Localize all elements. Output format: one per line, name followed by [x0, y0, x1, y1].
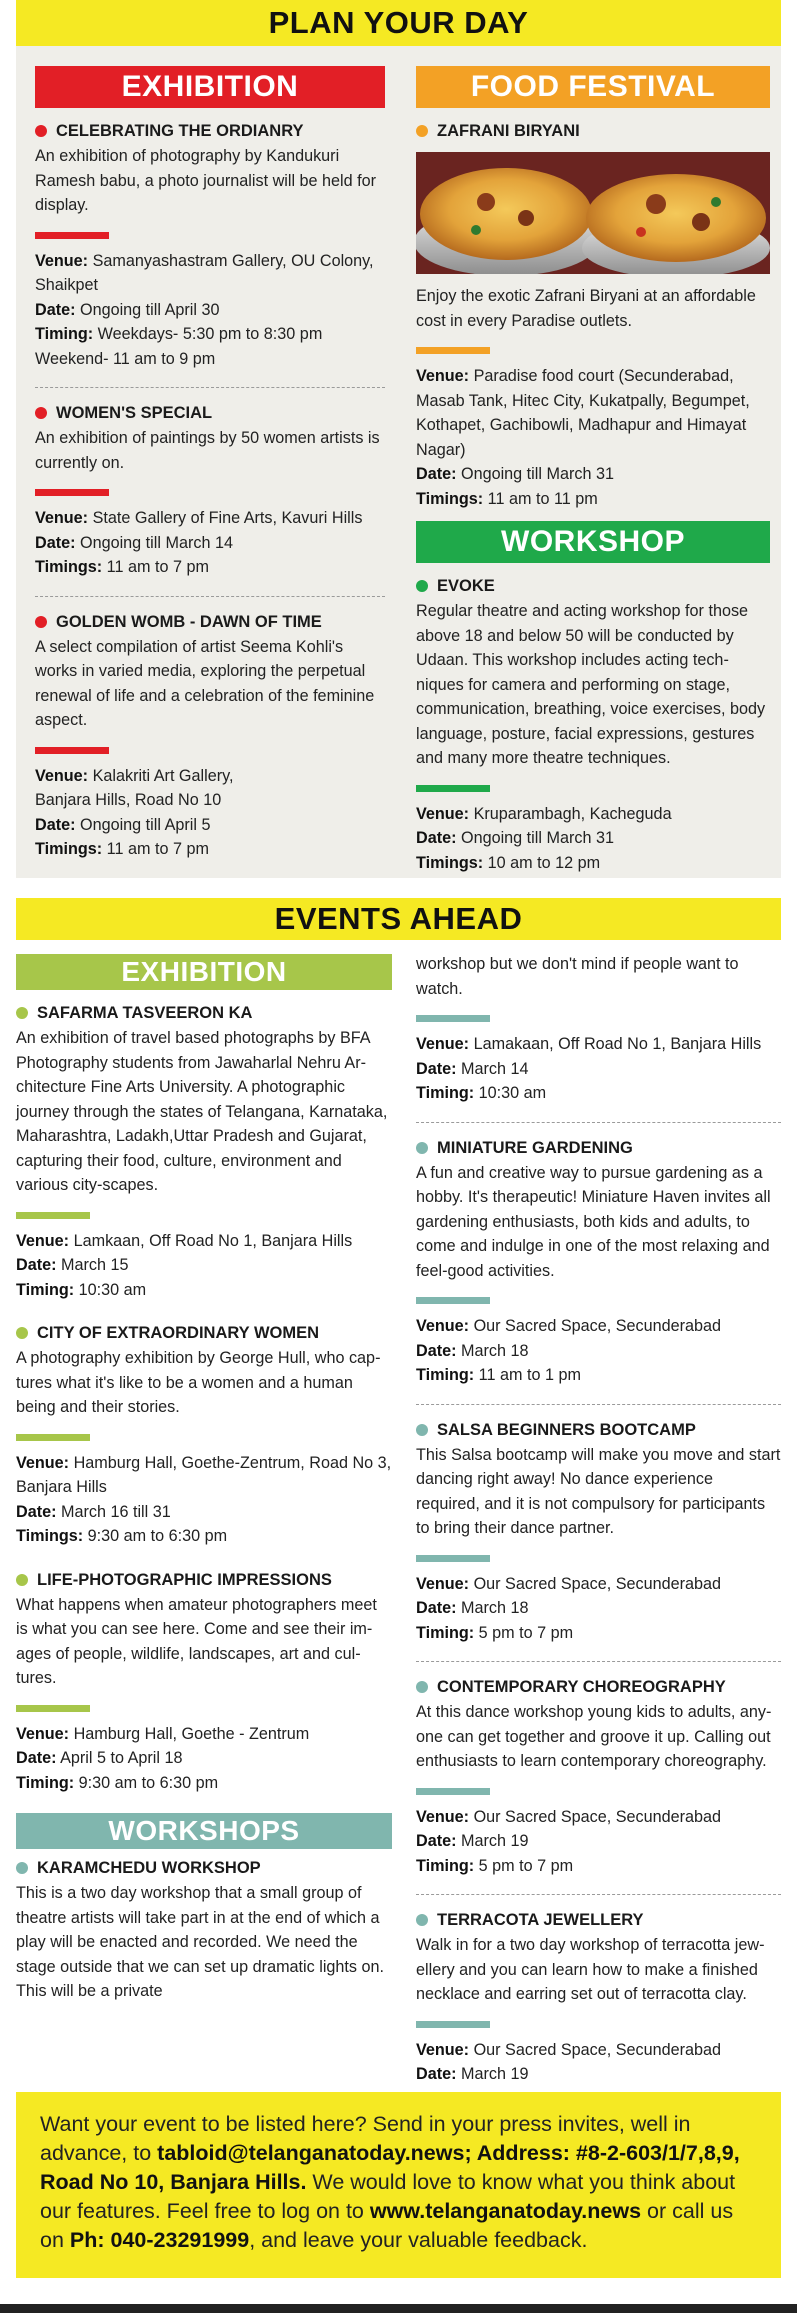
- event-celebrating-ordinary: [35, 120, 385, 371]
- divider-bar: [35, 747, 109, 754]
- event-timing: Timing: 10:30 am: [416, 1084, 547, 1102]
- divider-bar: [16, 1434, 90, 1441]
- event-description: An exhibition of photography by Kandukuri Ramesh babu, a photo journalist will be held for display.: [35, 147, 377, 214]
- event-safarma-tasveeron: [16, 1002, 392, 1302]
- event-venue-extra: Banjara Hills, Road No 10: [35, 791, 222, 809]
- event-venue: Venue: Samanyashastram Gallery, OU Colony, Shaikpet: [35, 251, 374, 294]
- event-timing: Timing: Weekdays- 5:30 pm to 8:30 pm: [35, 325, 323, 343]
- footer-phone[interactable]: Ph: 040-23291999: [69, 2228, 250, 2252]
- event-timing: Timing: 10:30 am: [16, 1280, 147, 1299]
- event-title: MINIATURE GARDENING: [437, 1138, 633, 1157]
- event-title: TERRACOTA JEWELLERY: [437, 1911, 644, 1929]
- event-title: CONTEMPORARY CHOREOGRAPHY: [437, 1678, 726, 1696]
- event-timing: Timing: 5 pm to 7 pm: [416, 1623, 574, 1642]
- event-miniature-gardening: [416, 1137, 781, 1388]
- events-ahead-title: EVENTS AHEAD: [16, 898, 781, 940]
- event-womens-special: [35, 402, 385, 580]
- divider-bar: [416, 2021, 490, 2028]
- event-description: Walk in for a two day workshop of terracotta jewellery and you can learn how to make a finished necklace and earring set out of terracotta clay.: [416, 1936, 765, 2003]
- bullet-icon: [416, 1142, 428, 1154]
- bullet-icon: [416, 125, 428, 137]
- bullet-icon: [416, 580, 428, 592]
- pyd-exhibition-column: [35, 66, 385, 862]
- bullet-icon: [16, 1007, 28, 1019]
- bullet-icon: [35, 407, 47, 419]
- event-title: KARAMCHEDU WORKSHOP: [37, 1859, 261, 1877]
- event-life-photographic: [16, 1569, 392, 1796]
- divider-bar: [416, 347, 490, 354]
- event-timing: Timings: 11 am to 11 pm: [416, 489, 598, 508]
- event-description: An exhibition of travel based photographs by BFA Photography students from Jawaharlal Nehru Architecture Fine Arts University. A photographic journey through the states of Telangana, Karnataka, Maharashtra, Ladakh,Uttar Pradesh and Gujarat, capturing their food, culture, environment and various city-scapes.: [16, 1029, 388, 1194]
- footer-website-link[interactable]: www.telanganatoday.news: [369, 2199, 642, 2223]
- event-description-continued: workshop but we don't mind if people want to watch.: [416, 955, 739, 998]
- ea-exhibition-column: [16, 954, 392, 2004]
- plan-your-day-title: PLAN YOUR DAY: [16, 0, 781, 46]
- event-venue: Venue: Kruparambagh, Kacheguda: [416, 804, 672, 823]
- bullet-icon: [416, 1914, 428, 1926]
- divider-bar: [16, 1212, 90, 1219]
- event-title: WOMEN'S SPECIAL: [56, 404, 213, 422]
- event-description: An exhibition of paintings by 50 women artists is currently on.: [35, 429, 380, 472]
- event-date: Date: March 18: [416, 1599, 529, 1617]
- event-description: A fun and creative way to pursue gardening as a hobby. It's therapeutic! Miniature Haven invites all gardening enthusiasts, both kids and adults, to come and indulge in one of the most relaxing and feel-good activities.: [416, 1163, 771, 1280]
- bullet-icon: [35, 616, 47, 628]
- event-timing-extra: Weekend- 11 am to 9 pm: [35, 349, 216, 368]
- event-timing: Timing: 11 am to 1 pm: [416, 1366, 581, 1384]
- event-venue: Venue: Paradise food court (Secunderabad, Masab Tank, Hitec City, Kukatpally, Begumpet, Kothapet, Gachibowli, Madhapur and Himayat Nagar): [416, 367, 750, 459]
- divider-bar: [416, 1788, 490, 1795]
- workshop-header: WORKSHOP: [416, 521, 770, 563]
- event-timing: Timings: 11 am to 7 pm: [35, 840, 209, 858]
- event-description: At this dance workshop young kids to adults, anyone can get together and groove it up. Calling out enthusiasts to learn contemporary choreography.: [416, 1703, 772, 1770]
- bullet-icon: [16, 1862, 28, 1874]
- event-venue: Venue: Lamkaan, Off Road No 1, Banjara Hills: [16, 1231, 353, 1250]
- dashed-separator: [416, 1661, 781, 1662]
- divider-bar: [35, 489, 109, 496]
- event-description: What happens when amateur photographers meet is what you can see here. Come and see their images of people, wildlife, landscapes, art and cultures.: [16, 1595, 377, 1687]
- event-description: This Salsa bootcamp will make you move and start dancing right away! No dance experience required, and it is not compulsory for participants to bring their dance partner.: [416, 1445, 781, 1537]
- event-venue: Venue: Our Sacred Space, Secunderabad: [416, 1574, 722, 1593]
- footer-intro: Want your event to be listed here? Send in your press invites, well in advance, to: [40, 2112, 691, 2165]
- bullet-icon: [416, 1681, 428, 1693]
- event-date: Date: Ongoing till March 31: [416, 829, 614, 847]
- event-date: Date: March 19: [416, 1832, 529, 1850]
- food-festival-header: FOOD FESTIVAL: [416, 66, 770, 108]
- event-date: Date: Ongoing till April 30: [35, 300, 220, 319]
- event-title: ZAFRANI BIRYANI: [437, 122, 580, 140]
- footer-outro: , and leave your valuable feedback.: [249, 2228, 588, 2252]
- event-title: LIFE-PHOTOGRAPHIC IMPRESSIONS: [37, 1570, 332, 1589]
- event-title: EVOKE: [437, 577, 495, 595]
- footer-mid: We would love to know what you think about our features. Feel free to log on to: [40, 2170, 736, 2223]
- bullet-icon: [35, 125, 47, 137]
- event-salsa-bootcamp: [416, 1419, 781, 1646]
- event-timing: Timing: 9:30 am to 6:30 pm: [16, 1773, 219, 1792]
- bullet-icon: [16, 1327, 28, 1339]
- bullet-icon: [16, 1574, 28, 1586]
- event-date: Date: Ongoing till March 31: [416, 465, 614, 483]
- event-date: Date: March 18: [416, 1341, 529, 1360]
- event-title: CITY OF EXTRAORDINARY WOMEN: [37, 1324, 320, 1342]
- ea-exhibition-header: EXHIBITION: [16, 954, 392, 990]
- event-venue: Venue: State Gallery of Fine Arts, Kavuri Hills: [35, 509, 363, 527]
- event-venue: Venue: Our Sacred Space, Secunderabad: [416, 2040, 722, 2059]
- dashed-separator: [35, 387, 385, 388]
- event-title: CELEBRATING THE ORDIANRY: [56, 122, 304, 140]
- event-date: Date: April 5 to April 18: [16, 1749, 183, 1767]
- event-city-extraordinary-women: [16, 1322, 392, 1549]
- event-timing: Timings: 9:30 am to 6:30 pm: [16, 1527, 228, 1545]
- submission-footer: [16, 2092, 781, 2278]
- event-date: Date: Ongoing till March 14: [35, 533, 233, 552]
- event-venue: Venue: Kalakriti Art Gallery,: [35, 766, 234, 785]
- footer-or-call: or call us on: [40, 2199, 734, 2252]
- event-date: Date: Ongoing till April 5: [35, 815, 211, 834]
- dashed-separator: [416, 1122, 781, 1123]
- dashed-separator: [416, 1894, 781, 1895]
- event-description: A photography exhibition by George Hull, who captures what it's like to be a women and a human being and their stories.: [16, 1349, 381, 1416]
- event-date: Date: March 15: [16, 1256, 129, 1274]
- event-venue: Venue: Our Sacred Space, Secunderabad: [416, 1317, 722, 1335]
- event-timing: Timings: 10 am to 12 pm: [416, 853, 601, 872]
- pyd-exhibition-header: EXHIBITION: [35, 66, 385, 108]
- event-venue: Venue: Our Sacred Space, Secunderabad: [416, 1807, 722, 1826]
- event-golden-womb: [35, 611, 385, 862]
- divider-bar: [416, 1555, 490, 1562]
- event-date: Date: March 14: [416, 1059, 529, 1078]
- divider-bar: [35, 232, 109, 239]
- event-timing: Timing: 5 pm to 7 pm: [416, 1856, 574, 1875]
- biryani-photo: [416, 152, 770, 274]
- event-venue: Venue: Hamburg Hall, Goethe - Zentrum: [16, 1724, 310, 1743]
- bullet-icon: [416, 1424, 428, 1436]
- ea-workshops-header: WORKSHOPS: [16, 1813, 392, 1849]
- divider-bar: [416, 1297, 490, 1304]
- event-timing: Timings: 11 am to 7 pm: [35, 558, 209, 576]
- event-evoke: [416, 575, 770, 875]
- dashed-separator: [416, 1404, 781, 1405]
- biryani-illustration: [416, 152, 770, 274]
- event-description: This is a two day workshop that a small group of theatre artists will take part in at the end of which a play will be enacted and recorded. We need the stage outside that we can set up dramatic lights on. This will be a private: [16, 1884, 385, 2000]
- event-contemporary-choreography: [416, 1676, 781, 1878]
- event-description: A select compilation of artist Seema Kohli's works in varied media, exploring the perpetual renewal of life and a celebration of the feminine aspect.: [35, 637, 375, 729]
- pyd-food-column: [416, 66, 770, 875]
- divider-bar: [16, 1705, 90, 1712]
- divider-bar: [416, 785, 490, 792]
- event-terracota-jewellery: [416, 1909, 781, 2111]
- event-date: Date: March 16 till 31: [16, 1502, 171, 1521]
- event-description: Enjoy the exotic Zafrani Biryani at an affordable cost in every Paradise outlets.: [416, 287, 756, 330]
- footer-email-link[interactable]: tabloid@telanganatoday.news: [157, 2141, 465, 2165]
- event-title: SALSA BEGINNERS BOOTCAMP: [437, 1420, 696, 1439]
- event-venue: Venue: Hamburg Hall, Goethe-Zentrum, Road No 3, Banjara Hills: [16, 1453, 392, 1496]
- event-date: Date: March 19: [416, 2065, 529, 2083]
- event-title: GOLDEN WOMB - DAWN OF TIME: [56, 612, 322, 631]
- bottom-rule: [0, 2304, 797, 2313]
- divider-bar: [416, 1015, 490, 1022]
- event-title: SAFARMA TASVEERON KA: [37, 1004, 253, 1022]
- footer-address: ; Address: #8-2-603/1/7,8,9, Road No 10, Banjara Hills.: [40, 2141, 740, 2194]
- ea-workshops-column: [416, 952, 781, 2111]
- event-description: Regular theatre and acting workshop for those above 18 and below 50 will be conducted by Udaan. This workshop includes acting techniques for camera and performing on stage, communication, breathing, voice exercises, body language, posture, facial expressions, gestures and many more theatre techniques.: [416, 602, 766, 767]
- event-zafrani-biryani: [416, 120, 770, 511]
- dashed-separator: [35, 596, 385, 597]
- event-venue: Venue: Lamakaan, Off Road No 1, Banjara Hills: [416, 1035, 762, 1053]
- event-karamchedu-workshop: [16, 1857, 392, 2004]
